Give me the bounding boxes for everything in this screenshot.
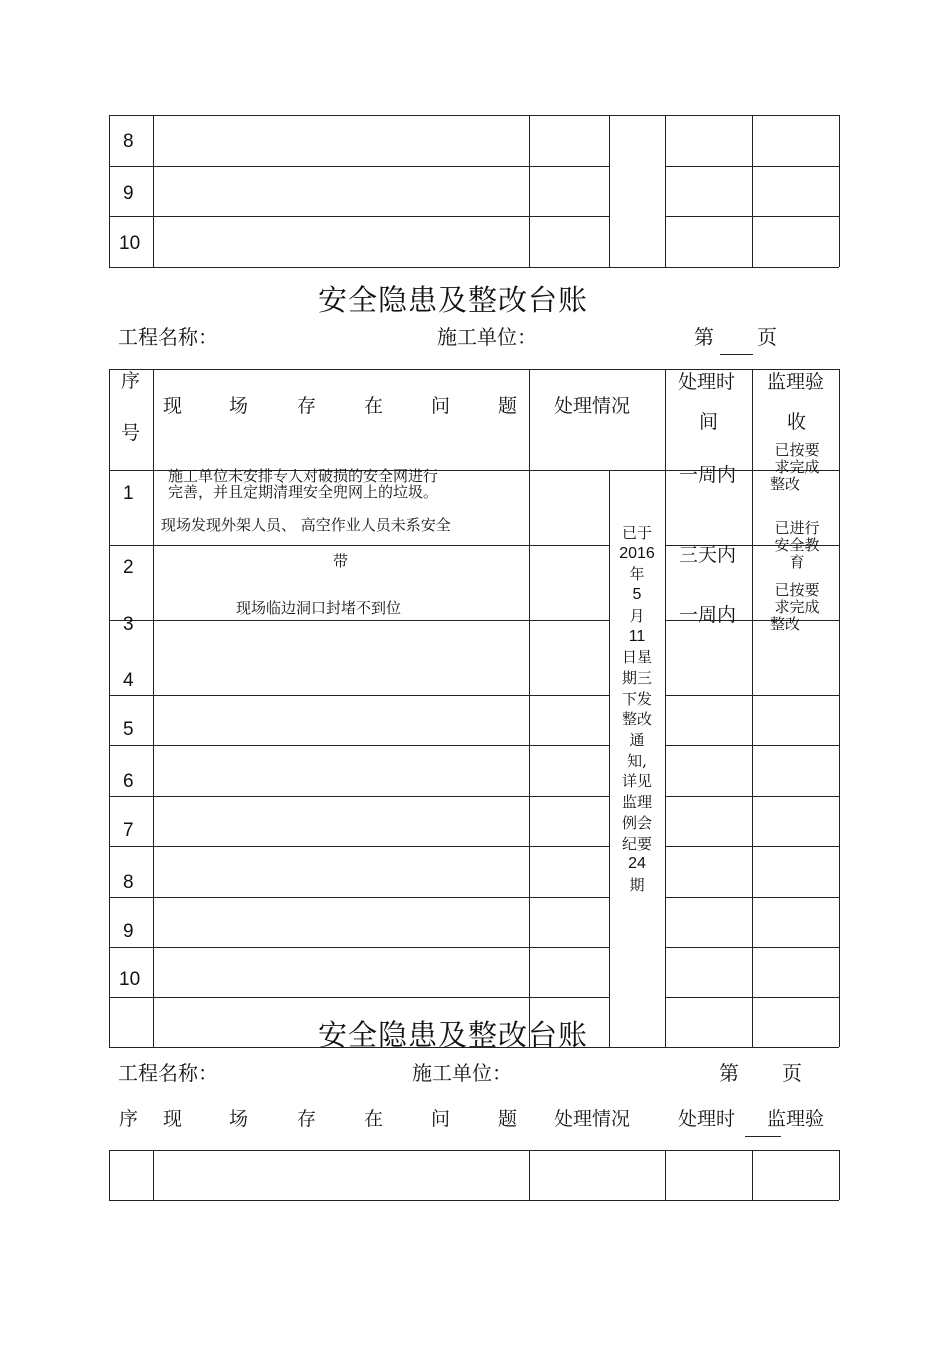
next-project-name-label: 工程名称： — [118, 1061, 218, 1085]
table-line — [529, 1150, 530, 1200]
table-line — [153, 1150, 154, 1200]
next-header-seq: 序 — [119, 1108, 139, 1130]
project-name-label: 工程名称： — [118, 325, 218, 349]
table-line — [752, 369, 753, 1047]
next-header-time: 处理时 — [678, 1108, 736, 1130]
ledger-title: 安全隐患及整改台账 — [318, 283, 589, 317]
contractor-label: 施工单位： — [437, 325, 537, 349]
notice-line: 年 — [629, 565, 645, 584]
table-line — [839, 1150, 840, 1200]
next-page-label-suffix: 页 — [782, 1061, 802, 1085]
table-line — [752, 1150, 753, 1200]
table-line — [529, 369, 530, 1047]
header-handling: 处理情况 — [554, 395, 631, 417]
row-number: 7 — [123, 820, 134, 841]
notice-line: 期 — [629, 875, 645, 894]
issue-text: 带 — [333, 552, 349, 570]
table-line — [609, 470, 610, 1047]
acceptance-line: 已进行 — [774, 519, 820, 537]
row-number: 6 — [123, 771, 134, 792]
acceptance-line: 已按要 — [774, 441, 820, 459]
notice-line: 监理 — [621, 793, 652, 812]
acceptance-line: 整改 — [770, 615, 801, 633]
table-line — [109, 115, 110, 267]
notice-line: 下发 — [621, 689, 652, 708]
row-number: 2 — [123, 557, 134, 578]
processing-time: 一周内 — [679, 604, 737, 626]
next-header-problem-char: 题 — [498, 1108, 518, 1130]
table-line — [665, 369, 666, 1047]
next-header-problem-char: 场 — [229, 1108, 249, 1130]
acceptance-line: 整改 — [770, 475, 801, 493]
row-number: 10 — [119, 969, 141, 990]
issue-text: 施工单位未安排专人对破损的安全网进行 — [168, 467, 439, 485]
header-seq-1: 序 — [121, 370, 141, 392]
notice-line: 月 — [629, 606, 645, 625]
next-page-number-underline — [745, 1136, 781, 1137]
header-accept-1: 监理验 — [767, 371, 825, 393]
next-contractor-label: 施工单位： — [412, 1061, 512, 1085]
issue-text: 完善，并且定期清理安全兜网上的垃圾。 — [168, 483, 439, 501]
header-problem-char: 在 — [364, 395, 384, 417]
acceptance-note — [765, 520, 829, 571]
table-line — [109, 947, 609, 948]
table-line — [153, 369, 154, 1047]
next-header-accept: 监理验 — [767, 1108, 825, 1130]
notice-line: 详见 — [621, 772, 652, 791]
handling-notice — [617, 523, 657, 896]
table-line — [109, 1150, 839, 1151]
table-line — [153, 115, 154, 267]
page-label-prefix: 第 — [694, 325, 714, 349]
table-line — [109, 997, 609, 998]
notice-line: 日星 — [621, 648, 652, 667]
table-line — [109, 695, 609, 696]
page-label-suffix: 页 — [757, 325, 777, 349]
next-header-problem-char: 现 — [163, 1108, 183, 1130]
table-line — [109, 1150, 110, 1200]
next-page-label-prefix: 第 — [719, 1061, 739, 1085]
header-seq-2: 号 — [121, 422, 141, 444]
processing-time: 三天内 — [679, 544, 737, 566]
processing-time: 一周内 — [679, 464, 737, 486]
notice-line: 知, — [627, 751, 647, 770]
notice-line: 通 — [629, 731, 645, 750]
acceptance-line: 求完成 — [774, 458, 820, 476]
notice-line: 已于 — [621, 524, 652, 542]
row-number: 9 — [123, 183, 134, 204]
header-time-2: 间 — [699, 411, 719, 433]
table-line — [109, 846, 609, 847]
table-line — [752, 115, 753, 267]
row-number: 9 — [123, 921, 134, 942]
next-header-handling: 处理情况 — [554, 1108, 631, 1130]
next-header-problem-char: 问 — [431, 1108, 451, 1130]
table-line — [839, 369, 840, 1047]
table-line — [109, 267, 839, 268]
table-line — [665, 1150, 666, 1200]
table-line — [109, 369, 110, 1047]
next-header-problem-char: 在 — [364, 1108, 384, 1130]
table-line — [109, 115, 839, 116]
row-number: 4 — [123, 670, 134, 691]
acceptance-line: 求完成 — [774, 598, 820, 616]
row-number: 8 — [123, 872, 134, 893]
row-number: 10 — [119, 233, 141, 254]
header-problem-char: 问 — [431, 395, 451, 417]
row-number: 3 — [123, 614, 134, 635]
header-accept-2: 收 — [787, 411, 807, 433]
row-number: 5 — [123, 719, 134, 740]
next-ledger-title: 安全隐患及整改台账 — [318, 1018, 589, 1052]
header-problem-char: 现 — [163, 395, 183, 417]
table-line — [109, 796, 609, 797]
table-line — [609, 115, 610, 267]
acceptance-note — [765, 442, 829, 493]
notice-line: 2016 — [619, 544, 655, 562]
header-problem-char: 存 — [297, 395, 317, 417]
acceptance-line: 已按要 — [774, 581, 820, 599]
notice-line: 11 — [628, 627, 646, 645]
table-line — [665, 115, 666, 267]
table-line — [529, 115, 530, 267]
notice-line: 整改 — [621, 710, 652, 729]
header-problem-char: 场 — [229, 395, 249, 417]
header-problem-char: 题 — [498, 395, 518, 417]
notice-line: 24 — [628, 855, 646, 873]
issue-text: 现场临边洞口封堵不到位 — [236, 599, 402, 617]
page-number-underline — [720, 354, 753, 355]
notice-line: 纪要 — [621, 834, 652, 853]
issue-text: 现场发现外架人员、 高空作业人员未系安全 — [161, 516, 451, 534]
acceptance-note — [765, 582, 829, 633]
row-number: 1 — [123, 483, 134, 504]
table-line — [109, 545, 609, 546]
acceptance-line: 育 — [789, 553, 805, 571]
table-line — [109, 166, 609, 167]
table-line — [109, 620, 609, 621]
table-line — [109, 897, 609, 898]
next-header-problem-char: 存 — [297, 1108, 317, 1130]
table-line — [109, 216, 609, 217]
table-line — [839, 115, 840, 267]
row-number: 8 — [123, 131, 134, 152]
notice-line: 5 — [632, 586, 642, 604]
acceptance-line: 安全教 — [774, 536, 820, 554]
table-line — [109, 745, 609, 746]
header-time-1: 处理时 — [678, 371, 736, 393]
notice-line: 期三 — [621, 668, 652, 687]
notice-line: 例会 — [621, 813, 652, 832]
table-line — [109, 1200, 839, 1201]
